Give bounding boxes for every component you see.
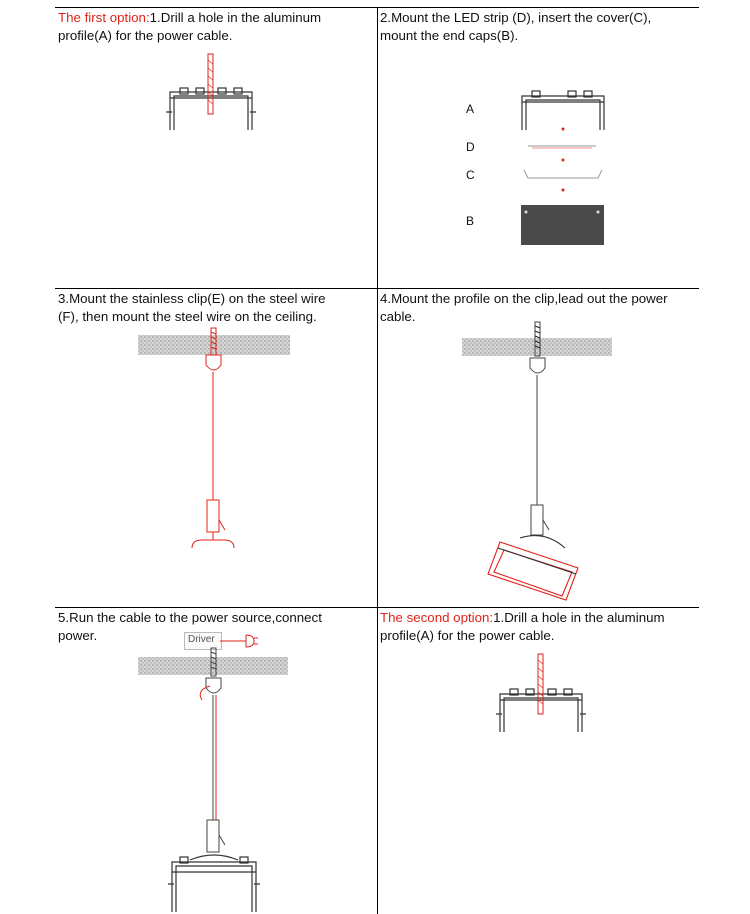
part-label-d: D (466, 140, 475, 154)
step6-option-label: The second option: (380, 610, 494, 625)
step5-profile-drawing (168, 855, 260, 912)
step2-arrow-markers (562, 128, 565, 192)
step5-ceiling-drawing (138, 657, 288, 675)
step2-cover-drawing (524, 170, 602, 178)
step2-line1: 2.Mount the LED strip (D), insert the cover(C), (380, 10, 652, 25)
step1-line1: 1.Drill a hole in the aluminum (149, 10, 322, 25)
part-label-b: B (466, 214, 475, 228)
step2-end-cap-drawing (521, 205, 604, 245)
step6-profile-drawing (496, 689, 586, 732)
step1-line2: profile(A) for the power cable. (58, 28, 233, 43)
step4-line1: 4.Mount the profile on the clip,lead out the power (380, 291, 668, 306)
step4-tilted-profile-drawing (488, 536, 578, 600)
step4-line2: cable. (380, 309, 416, 324)
step6-drill-bit-icon (538, 654, 543, 714)
part-label-c: C (466, 168, 475, 182)
step6-line1: 1.Drill a hole in the aluminum (493, 610, 665, 625)
step2-led-strip-drawing (528, 146, 596, 148)
step5-line2: power. (58, 628, 98, 643)
step5-line1: 5.Run the cable to the power source,connect (58, 610, 322, 625)
step3-wire-assembly (192, 328, 234, 548)
step3-line2: (F), then mount the steel wire on the ceiling. (58, 309, 317, 324)
step6-line2: profile(A) for the power cable. (380, 628, 555, 643)
step2-profile-drawing (522, 91, 604, 130)
step1-drill-bit-icon (208, 54, 213, 114)
step5-wire-assembly (200, 648, 225, 852)
part-label-a: A (466, 102, 475, 116)
step2-line2: mount the end caps(B). (380, 28, 519, 43)
step1-option-label: The first option: (58, 10, 150, 25)
driver-label: Driver (188, 634, 215, 645)
step5-plug-icon (220, 635, 258, 647)
step3-line1: 3.Mount the stainless clip(E) on the steel wire (58, 291, 326, 306)
